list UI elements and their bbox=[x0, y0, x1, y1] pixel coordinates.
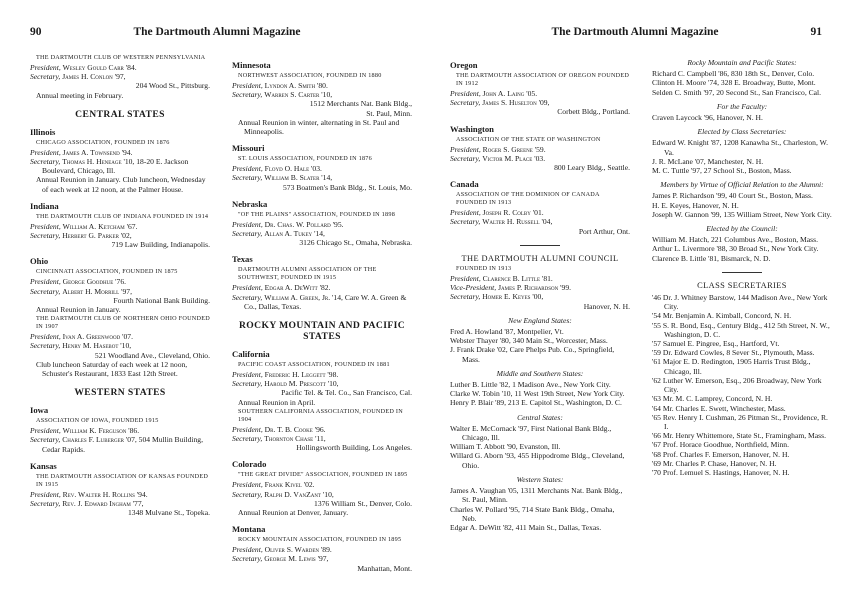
meeting-note: Annual meeting in February. bbox=[36, 90, 124, 100]
member-entry: '59 Dr. Edward Cowles, 8 Sever St., Plymouth, Mass. bbox=[652, 348, 815, 358]
section-heading: CENTRAL STATES bbox=[75, 108, 165, 120]
officer-name: Homer E. Keyes bbox=[482, 292, 531, 302]
officer-line bbox=[450, 145, 630, 154]
officer-name: Thomas H. Heneage bbox=[62, 157, 122, 167]
address-line: 3126 Chicago St., Omaha, Nebraska. bbox=[299, 238, 412, 248]
officer-detail: '10, bbox=[321, 489, 334, 499]
officer-line bbox=[232, 220, 412, 229]
state-heading: Iowa bbox=[30, 405, 49, 416]
officer-line bbox=[30, 332, 210, 341]
association-name: CINCINNATI ASSOCIATION, FOUNDED IN 1875 bbox=[36, 268, 178, 276]
member-entry: '54 Mr. Benjamin A. Kimball, Concord, N. H. bbox=[652, 311, 792, 321]
officer-role: Secretary, bbox=[30, 72, 61, 82]
member-entry: '63 Mr. M. C. Lamprey, Concord, N. H. bbox=[652, 394, 773, 404]
address-line: 573 Boatmen's Bank Bldg., St. Louis, Mo. bbox=[283, 182, 412, 192]
officer-detail: '95. bbox=[330, 219, 344, 229]
association-name: ROCKY MOUNTAIN ASSOCIATION, FOUNDED IN 1895 bbox=[238, 536, 402, 544]
officer-detail: '98. bbox=[325, 370, 339, 380]
officer-detail: '07. bbox=[120, 332, 133, 342]
address-line: 800 Leary Bldg., Seattle. bbox=[554, 163, 630, 173]
officer-role: President, bbox=[30, 147, 61, 157]
officer-line bbox=[232, 81, 412, 90]
subsection-label: Rocky Mountain and Pacific States: bbox=[687, 58, 797, 67]
officer-detail: '01. bbox=[530, 208, 544, 218]
officer-role: Secretary, bbox=[232, 229, 263, 239]
officer-line bbox=[450, 217, 630, 226]
officer-line bbox=[30, 148, 210, 157]
officer-role: President, bbox=[450, 274, 481, 284]
right-column-2 bbox=[652, 53, 832, 477]
member-entry: '64 Mr. Charles E. Swett, Winchester, Mass. bbox=[652, 403, 786, 413]
officer-name: Floyd O. Hale bbox=[264, 164, 310, 174]
officer-detail: '09, bbox=[536, 98, 550, 108]
officer-role: President, bbox=[30, 221, 61, 231]
officer-name: Rev. J. Edward Ingham bbox=[62, 499, 131, 509]
association-name: "OF THE PLAINS" ASSOCIATION, FOUNDED IN 1898 bbox=[238, 210, 396, 218]
section-heading: WESTERN STATES bbox=[74, 387, 166, 399]
association-name: THE DARTMOUTH ASSOCIATION OF KANSAS FOUNDED IN 1915 bbox=[36, 472, 209, 488]
member-entry: '65 Rev. Henry I. Cushman, 26 Pitman St., Providence, R. I. bbox=[652, 412, 828, 431]
subsection-label: Middle and Southern States: bbox=[496, 368, 584, 378]
officer-detail: '03. bbox=[309, 164, 322, 174]
association-name: ASSOCIATION OF THE STATE OF WASHINGTON bbox=[456, 135, 601, 143]
officer-name: Roger S. Greene bbox=[482, 144, 533, 154]
association-name: PACIFIC COAST ASSOCIATION, FOUNDED IN 1881 bbox=[238, 361, 390, 369]
member-entry: Edward W. Knight '87, 1208 Kanawha St., Charleston, W. Va. bbox=[652, 138, 829, 157]
officer-detail: '59. bbox=[532, 144, 546, 154]
address-line: Corbett Bldg., Portland. bbox=[557, 107, 630, 117]
officer-role: President, bbox=[30, 332, 61, 342]
member-entry: James P. Richardson '99, 40 Court St., Boston, Mass. bbox=[652, 191, 813, 201]
member-entry: Arthur L. Livermore '88, 30 Broad St., New York City. bbox=[652, 244, 819, 254]
running-head bbox=[448, 26, 822, 40]
member-entry: Luther B. Little '82, 1 Madison Ave., New York City. bbox=[450, 380, 611, 390]
member-entry: Webster Thayer '80, 340 Main St., Worcester, Mass. bbox=[450, 336, 608, 346]
member-entry: '70 Prof. Lemuel S. Hastings, Hanover, N. H. bbox=[652, 467, 790, 477]
state-heading: California bbox=[232, 349, 270, 360]
meeting-note: Annual Reunion in winter, alternating in St. Paul and Minneapolis. bbox=[238, 117, 400, 137]
association-name: THE DARTMOUTH CLUB OF NORTHERN OHIO FOUNDED IN 1907 bbox=[36, 315, 210, 331]
officer-name: Walter H. Russell bbox=[482, 217, 540, 227]
officer-line bbox=[450, 283, 630, 292]
officer-name: Edgar A. DeWitt bbox=[264, 283, 318, 293]
officer-role: Secretary, bbox=[232, 554, 263, 564]
address-line: Fourth National Bank Building. bbox=[113, 295, 210, 305]
officer-line bbox=[450, 98, 630, 107]
officer-line bbox=[30, 277, 210, 286]
address-line: Manhattan, Mont. bbox=[357, 563, 412, 573]
officer-detail: '14, bbox=[312, 229, 325, 239]
officer-line bbox=[30, 157, 210, 175]
officer-name: Lyndon A. Smith bbox=[264, 81, 316, 90]
association-name: NORTHWEST ASSOCIATION, FOUNDED IN 1880 bbox=[238, 72, 382, 79]
member-entry: '57 Samuel E. Pingree, Esq., Hartford, Vt. bbox=[652, 339, 780, 349]
officer-name: William B. Slater bbox=[264, 173, 320, 183]
member-entry: James A. Vaughan '05, 1311 Merchants Nat. Bank Bldg., St. Paul, Minn. bbox=[450, 486, 623, 505]
officer-role: Secretary, bbox=[450, 292, 481, 302]
officer-role: Secretary, bbox=[232, 173, 263, 183]
state-heading: Montana bbox=[232, 524, 266, 535]
meeting-note: Annual Reunion in January. bbox=[36, 305, 121, 315]
officer-role: President, bbox=[232, 480, 263, 490]
association-name: ASSOCIATION OF IOWA, FOUNDED 1915 bbox=[36, 417, 159, 425]
subsection-label: New England States: bbox=[508, 315, 572, 325]
member-entry: '61 Major E. D. Redington, 1905 Harris Trust Bldg., Chicago, Ill. bbox=[652, 357, 811, 376]
officer-name: James A. Townsend bbox=[62, 147, 120, 157]
officer-role: Secretary, bbox=[30, 341, 61, 351]
officer-role: President, bbox=[232, 219, 263, 229]
member-entry: Craven Laycock '96, Hanover, N. H. bbox=[652, 113, 763, 123]
state-heading: Texas bbox=[232, 254, 253, 265]
section-heading: ROCKY MOUNTAIN AND PACIFIC STATES bbox=[238, 320, 406, 343]
state-heading: Ohio bbox=[30, 256, 49, 267]
member-entry: Charles W. Pollard '95, 714 State Bank Bldg., Omaha, Neb. bbox=[450, 504, 615, 523]
officer-role: Secretary, bbox=[232, 379, 263, 389]
officer-detail: '80. bbox=[315, 81, 328, 90]
association-name: DARTMOUTH ALUMNI ASSOCIATION OF THE SOUTHWEST, FOUNDED IN 1915 bbox=[238, 266, 377, 282]
officer-role: President, bbox=[30, 489, 61, 499]
officer-line bbox=[30, 222, 210, 231]
officer-line bbox=[232, 490, 412, 499]
state-heading: Illinois bbox=[30, 126, 56, 137]
officer-name: William A. Green, Jr. bbox=[264, 292, 331, 302]
officer-role: Secretary, bbox=[450, 98, 481, 108]
association-name: FOUNDED IN 1913 bbox=[456, 265, 512, 273]
meeting-note: Annual Reunion in January. Club luncheon, Wednesday of each week at 12 noon, at the Palmer House. bbox=[36, 175, 206, 194]
class-secretaries-title: CLASS SECRETARIES bbox=[697, 280, 787, 290]
meeting-note: Club luncheon Saturday of each week at 12 noon, Schuster's Restaurant, 1833 East 12th Street. bbox=[36, 359, 188, 379]
association-name: THE DARTMOUTH CLUB OF WESTERN PENNSYLVANIA bbox=[36, 54, 206, 61]
officer-detail: '94. bbox=[119, 147, 133, 157]
member-entry: '55 S. R. Bond, Esq., Century Bldg., 412 5th Street, N. W., Washington, D. C. bbox=[652, 320, 830, 339]
running-title: The Dartmouth Alumni Magazine bbox=[133, 26, 301, 38]
left-column-1 bbox=[30, 53, 210, 517]
officer-line bbox=[30, 499, 210, 508]
association-name: THE DARTMOUTH CLUB OF INDIANA FOUNDED IN 1914 bbox=[36, 212, 209, 220]
member-entry: William M. Hatch, 221 Columbus Ave., Boston, Mass. bbox=[652, 235, 818, 245]
member-entry: H. E. Keyes, Hanover, N. H. bbox=[652, 200, 739, 210]
state-heading: Missouri bbox=[232, 143, 265, 154]
officer-detail: '97, bbox=[315, 554, 329, 564]
member-entry: '66 Mr. Henry Whittemore, State St., Framingham, Mass. bbox=[652, 431, 826, 441]
member-entry: '62 Luther W. Emerson, Esq., 206 Broadway, New York City. bbox=[652, 375, 822, 395]
subsection-label: Western States: bbox=[516, 474, 564, 484]
officer-detail: '00, bbox=[530, 292, 544, 302]
officer-role: President, bbox=[232, 283, 263, 293]
member-entry: Edgar A. DeWitt '82, 411 Main St., Dallas, Texas. bbox=[450, 522, 602, 532]
association-name: CHICAGO ASSOCIATION, FOUNDED IN 1876 bbox=[36, 138, 170, 146]
officer-name: Charles F. Luberger bbox=[62, 435, 124, 445]
association-name: ASSOCIATION OF THE DOMINION OF CANADA FOUNDED IN 1913 bbox=[456, 191, 600, 207]
state-heading: Canada bbox=[450, 179, 479, 190]
page-number: 90 bbox=[30, 26, 42, 38]
subsection-label: For the Faculty: bbox=[716, 101, 768, 111]
meeting-note: Annual Reunion in April. bbox=[238, 397, 316, 407]
subsection-label: Elected by Class Secretaries: bbox=[697, 127, 787, 137]
officer-line bbox=[232, 173, 412, 182]
officer-name: Victor M. Place bbox=[482, 153, 533, 163]
state-heading: Indiana bbox=[30, 200, 59, 211]
officer-line bbox=[232, 545, 412, 554]
divider-rule bbox=[520, 245, 560, 246]
officer-line bbox=[232, 425, 412, 434]
officer-name: Warren S. Carter bbox=[264, 90, 320, 100]
officer-line bbox=[232, 554, 412, 563]
officer-detail: '10, 18-20 E. Jackson Boulevard, Chicago, Ill. bbox=[42, 157, 189, 176]
state-heading: Minnesota bbox=[232, 60, 271, 70]
officer-role: President, bbox=[232, 81, 263, 90]
officer-line bbox=[450, 292, 630, 301]
officer-line bbox=[232, 379, 412, 388]
officer-detail: '03. bbox=[532, 153, 546, 163]
officer-name: Thornton Chase bbox=[264, 434, 314, 444]
officer-detail: '97, bbox=[112, 72, 126, 82]
right-page bbox=[426, 0, 852, 600]
officer-name: Frederic H. Leggett bbox=[264, 370, 326, 380]
officer-line bbox=[232, 293, 412, 311]
officer-name: Rev. Walter H. Rollins bbox=[62, 489, 135, 499]
association-name: "THE GREAT DIVIDE" ASSOCIATION, FOUNDED IN 1895 bbox=[238, 471, 408, 479]
officer-detail: '94. bbox=[134, 489, 148, 499]
officer-detail: '02. bbox=[301, 480, 315, 490]
officer-line bbox=[232, 283, 412, 292]
state-heading: Nebraska bbox=[232, 198, 268, 209]
right-column-1 bbox=[450, 53, 630, 532]
officer-role: President, bbox=[30, 277, 61, 287]
member-entry: Richard C. Campbell '86, 830 18th St., Denver, Colo. bbox=[652, 69, 815, 79]
running-head bbox=[30, 26, 404, 40]
officer-role: Secretary, bbox=[232, 489, 263, 499]
member-entry: J. Frank Drake '02, Care Phelps Pub. Co., Springfield, Mass. bbox=[450, 345, 615, 364]
member-entry: Clarence B. Little '81, Bismarck, N. D. bbox=[652, 253, 771, 263]
officer-line bbox=[30, 426, 210, 435]
officer-name: Harold M. Prescott bbox=[264, 379, 326, 389]
officer-detail: '10, bbox=[118, 341, 132, 351]
subsection-label: Central States: bbox=[517, 412, 563, 422]
officer-line bbox=[232, 229, 412, 238]
officer-line bbox=[30, 63, 210, 72]
member-entry: William T. Abbott '90, Evanston, Ill. bbox=[450, 442, 561, 452]
officer-name: George M. Lewis bbox=[264, 554, 316, 564]
officer-role: Secretary, bbox=[450, 217, 481, 227]
officer-role: Secretary, bbox=[30, 435, 61, 445]
officer-detail: '67. bbox=[124, 221, 138, 231]
officer-role: President, bbox=[232, 370, 263, 380]
state-heading: Colorado bbox=[232, 459, 267, 470]
address-line: 719 Law Building, Indianapolis. bbox=[111, 240, 210, 250]
officer-line bbox=[30, 435, 210, 453]
association-name: ST. LOUIS ASSOCIATION, FOUNDED IN 1876 bbox=[238, 155, 372, 163]
officer-detail: '04, bbox=[539, 217, 553, 227]
officer-line bbox=[450, 208, 630, 217]
officer-name: William K. Ferguson bbox=[62, 426, 127, 436]
state-heading: Washington bbox=[450, 123, 494, 134]
address-line: 1376 William St., Denver, Colo. bbox=[314, 498, 412, 508]
officer-detail: '77, bbox=[130, 499, 144, 509]
member-entry: '68 Prof. Charles F. Emerson, Hanover, N. H. bbox=[652, 449, 790, 459]
officer-name: Joseph R. Colby bbox=[482, 208, 531, 218]
address-line: Pacific Tel. & Tel. Co., San Francisco, Cal. bbox=[281, 388, 412, 398]
officer-line bbox=[232, 434, 412, 443]
address-line: 1348 Mulvane St., Topeka. bbox=[127, 508, 210, 518]
address-line: 1512 Merchants Nat. Bank Bldg., bbox=[309, 99, 412, 109]
officer-line bbox=[30, 341, 210, 350]
member-entry: '67 Prof. Horace Goodhue, Northfield, Minn. bbox=[652, 440, 789, 450]
left-column-2 bbox=[232, 53, 412, 573]
officer-role: President, bbox=[450, 89, 481, 98]
officer-line bbox=[30, 287, 210, 296]
association-name: SOUTHERN CALIFORNIA ASSOCIATION, FOUNDED IN 1904 bbox=[238, 407, 403, 423]
officer-line bbox=[30, 231, 210, 240]
divider-rule bbox=[722, 272, 762, 273]
officer-detail: '14, bbox=[319, 173, 333, 183]
officer-detail: '96. bbox=[312, 424, 326, 434]
officer-detail: '14, Care W. A. Green & Co., Dallas, Texas. bbox=[244, 292, 407, 311]
officer-role: President, bbox=[232, 424, 263, 434]
officer-name: Allan A. Tukey bbox=[264, 229, 313, 239]
officer-role: President, bbox=[232, 545, 263, 555]
officer-name: Herbert G. Parker bbox=[62, 231, 119, 241]
officer-role: Secretary, bbox=[450, 153, 481, 163]
officer-name: William A. Ketcham bbox=[62, 221, 125, 231]
officer-name: Dr. T. B. Cooke bbox=[264, 424, 313, 434]
member-entry: Selden C. Smith '97, 20 Second St., San Francisco, Cal. bbox=[652, 87, 822, 97]
officer-line bbox=[450, 89, 630, 98]
officer-detail: '76. bbox=[113, 277, 127, 287]
page-number: 91 bbox=[810, 26, 822, 38]
officer-detail: '84. bbox=[123, 63, 137, 72]
officer-detail: '81. bbox=[540, 274, 553, 284]
officer-role: President, bbox=[30, 63, 61, 72]
address-line: Port Arthur, Ont. bbox=[578, 226, 630, 236]
officer-name: George Goodhue bbox=[62, 277, 114, 287]
officer-role: President, bbox=[232, 164, 263, 174]
officer-role: Secretary, bbox=[30, 231, 61, 241]
officer-detail: '10, bbox=[325, 379, 339, 389]
officer-detail: '86. bbox=[126, 426, 140, 436]
member-entry: '69 Mr. Charles P. Chase, Hanover, N. H. bbox=[652, 458, 777, 468]
member-entry: Willard G. Aborn '93, 455 Hippodrome Bldg., Cleveland, Ohio. bbox=[450, 451, 625, 470]
officer-name: Ralph D. VanZant bbox=[264, 489, 321, 499]
address-line: Hanover, N. H. bbox=[583, 301, 630, 311]
officer-name: Clarence B. Little bbox=[482, 274, 541, 284]
officer-role: Secretary, bbox=[232, 292, 263, 302]
officer-detail: '97, bbox=[119, 286, 132, 296]
address-line: 204 Wood St., Pittsburg. bbox=[135, 81, 210, 91]
running-title: The Dartmouth Alumni Magazine bbox=[551, 26, 719, 38]
officer-line bbox=[30, 490, 210, 499]
subsection-label: Elected by the Council: bbox=[706, 224, 778, 234]
officer-name: James P. Richardson bbox=[498, 283, 559, 293]
member-entry: M. C. Tuttle '97, 27 School St., Boston, Mass. bbox=[652, 166, 792, 176]
officer-name: Wesley Gould Carr bbox=[62, 63, 124, 72]
officer-line bbox=[232, 480, 412, 489]
address-line: St. Paul, Minn. bbox=[366, 108, 412, 118]
officer-name: Oliver S. Warden bbox=[264, 545, 320, 555]
officer-role: Secretary, bbox=[30, 286, 61, 296]
officer-line bbox=[232, 164, 412, 173]
state-heading: Kansas bbox=[30, 460, 57, 471]
address-line: Hollingsworth Building, Los Angeles. bbox=[296, 443, 412, 453]
officer-name: Albert H. Morrill bbox=[62, 286, 120, 296]
member-entry: '46 Dr. J. Whitney Barstow, 144 Madison Ave., New York City. bbox=[652, 293, 828, 312]
officer-role: Vice-President, bbox=[450, 283, 497, 293]
member-entry: Henry P. Blair '89, 213 E. Capitol St., Washington, D. C. bbox=[450, 398, 622, 408]
officer-role: President, bbox=[450, 208, 481, 218]
officer-detail: '99. bbox=[558, 283, 572, 293]
officer-detail: '05. bbox=[524, 89, 538, 98]
member-entry: Fred A. Howland '87, Montpelier, Vt. bbox=[450, 327, 564, 337]
address-line: 521 Woodland Ave., Cleveland, Ohio. bbox=[94, 350, 210, 360]
member-entry: J. R. McLane '07, Manchester, N. H. bbox=[652, 156, 764, 166]
officer-role: President, bbox=[30, 426, 61, 436]
meeting-note: Annual Reunion at Denver, January. bbox=[238, 508, 349, 518]
officer-line bbox=[232, 370, 412, 379]
subsection-label: Members by Virtue of Official Relation to the Alumni: bbox=[660, 180, 824, 190]
officer-role: Secretary, bbox=[232, 90, 263, 100]
officer-name: Frank Kivel bbox=[264, 480, 302, 490]
member-entry: Clinton H. Moore '74, 328 E. Broadway, Butte, Mont. bbox=[652, 78, 816, 88]
officer-detail: '07, 504 Mullin Building, Cedar Rapids. bbox=[42, 435, 204, 454]
officer-line bbox=[232, 90, 412, 99]
officer-detail: '10, bbox=[319, 90, 333, 100]
council-title: THE DARTMOUTH ALUMNI COUNCIL bbox=[461, 253, 619, 263]
officer-name: James S. Huselton bbox=[482, 98, 537, 108]
officer-detail: '11, bbox=[313, 434, 326, 444]
officer-role: Secretary, bbox=[30, 499, 61, 509]
officer-role: President, bbox=[450, 144, 481, 154]
officer-line bbox=[450, 274, 630, 283]
officer-line bbox=[30, 72, 210, 81]
member-entry: Walter E. McCornack '97, First National Bank Bldg., Chicago, Ill. bbox=[450, 423, 612, 443]
officer-role: Secretary, bbox=[30, 157, 61, 167]
officer-detail: '89. bbox=[319, 545, 332, 555]
officer-name: Ivan A. Greenwood bbox=[62, 332, 121, 342]
association-name: THE DARTMOUTH ASSOCIATION OF OREGON FOUNDED IN 1912 bbox=[456, 72, 630, 87]
member-entry: Joseph W. Gannon '99, 135 William Street, New York City. bbox=[652, 209, 832, 219]
officer-detail: '82. bbox=[317, 283, 331, 293]
officer-name: John A. Laing bbox=[482, 89, 525, 98]
officer-detail: '02, bbox=[118, 231, 132, 241]
state-heading: Oregon bbox=[450, 60, 478, 70]
officer-name: Henry M. Hasebot bbox=[62, 341, 119, 351]
officer-name: Dr. Chas. W. Pollard bbox=[264, 219, 331, 229]
officer-name: James H. Conlon bbox=[62, 72, 113, 82]
officer-line bbox=[450, 154, 630, 163]
officer-role: Secretary, bbox=[232, 434, 263, 444]
member-entry: Clarke W. Tobin '10, 11 West 19th Street, New York City. bbox=[450, 389, 625, 399]
